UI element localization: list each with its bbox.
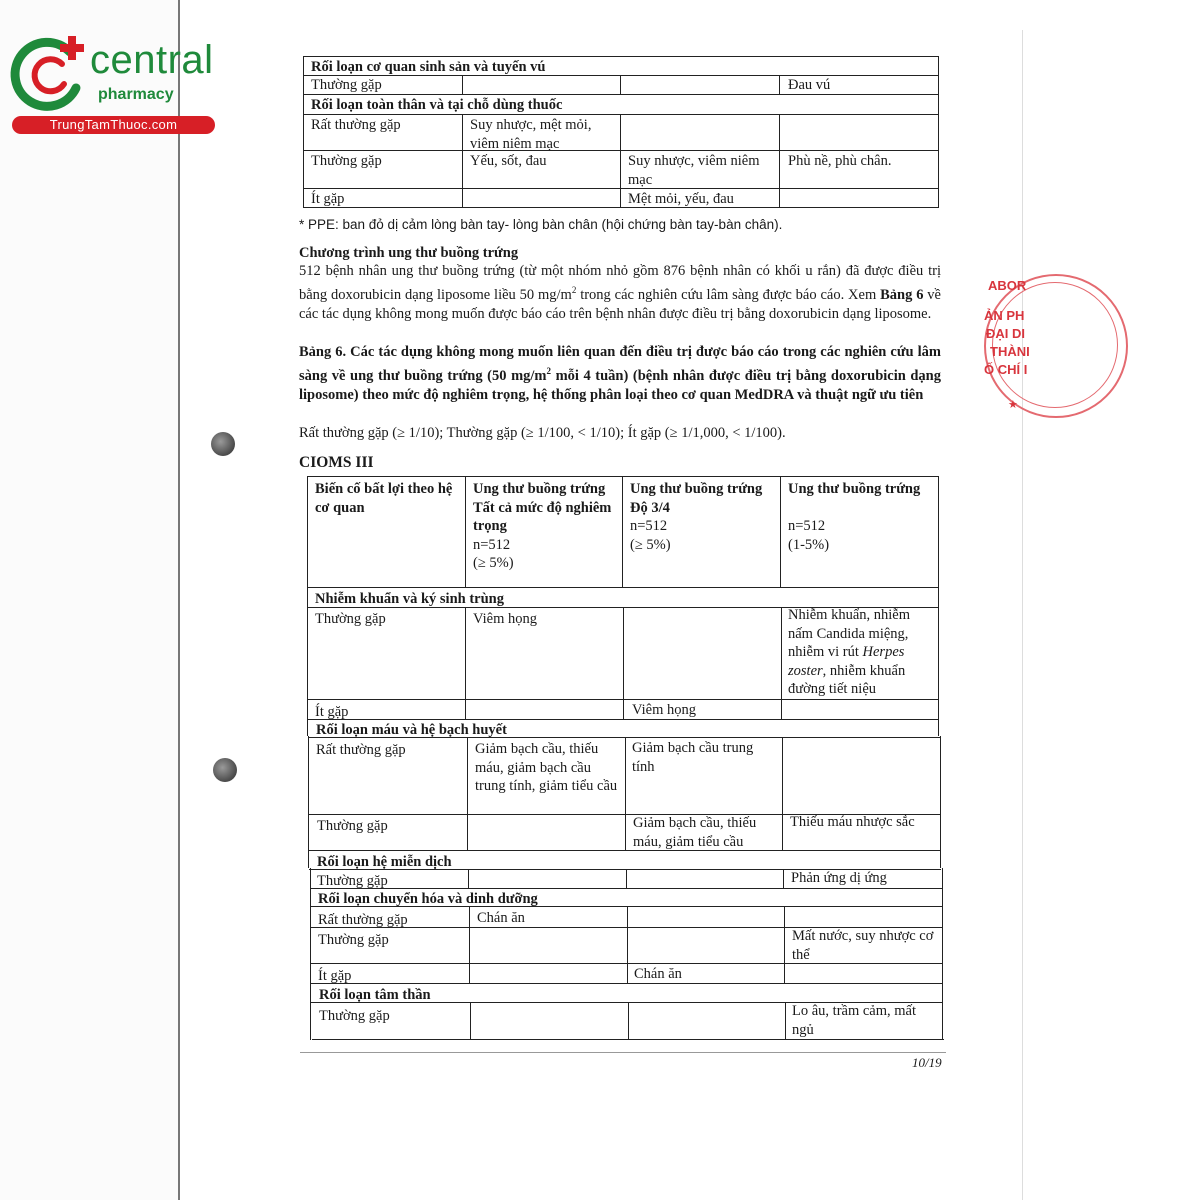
table-cell: Thường gặp: [311, 153, 382, 169]
logo-sub: pharmacy: [98, 86, 174, 103]
stamp-star: ★: [1008, 399, 1018, 411]
table-cell: Rất thường gặp: [311, 117, 401, 133]
table-cell: Thường gặp: [317, 873, 388, 889]
table-cell: Suy nhược, mệt mỏi, viêm niêm mạc: [470, 117, 592, 152]
stamp-line: ĐẠI DI: [986, 326, 1025, 341]
table-section-header: Rối loạn máu và hệ bạch huyết: [316, 722, 507, 738]
table-cell: Viêm họng: [473, 611, 537, 627]
cioms-heading: CIOMS III: [299, 454, 374, 471]
table-cell: Yếu, sốt, đau: [470, 153, 547, 169]
table-cell: Rất thường gặp: [316, 742, 406, 758]
table-cell: Viêm họng: [632, 702, 696, 718]
scan-left-strip: [0, 0, 180, 1200]
table-cell: Mất nước, suy nhược cơ thể: [792, 928, 934, 963]
table-cell: Nhiễm khuẩn, nhiễm nấm Candida miệng, nhiễm vi rút Herpes zoster, nhiễm khuẩn đường tiết niệu: [788, 607, 911, 697]
table-cell: Thường gặp: [311, 77, 382, 93]
table-header-1-5-percent: Ung thư buồng trứng n=512 (1-5%): [788, 481, 921, 553]
central-pharmacy-logo[interactable]: [10, 36, 215, 136]
table-section-header: Nhiễm khuẩn và ký sinh trùng: [315, 591, 504, 607]
table-cell: Đau vú: [788, 77, 831, 93]
table-section-header: Rối loạn cơ quan sinh sản và tuyến vú: [311, 59, 546, 75]
scan-right-edge: [1022, 30, 1023, 1200]
pharmacy-cross-icon: [10, 36, 90, 112]
table-6-caption: Bảng 6. Các tác dụng không mong muốn liên quan đến điều trị được báo cáo trong các nghiên cứu lâm sàng về ung thư buồng trứng (50 $mg/m^2$ mỗi 4 tuần) (bệnh nhân được điều trị bằng doxorubicin dạng liposome) theo mức độ nghiêm trọng, hệ thống phân loại theo cơ quan MedDRA và thuật ngữ ưu tiên: [299, 344, 941, 403]
table-section-header: Rối loạn toàn thân và tại chỗ dùng thuốc: [311, 97, 563, 113]
stamp-line: ẢN PH: [984, 308, 1025, 323]
punch-hole: [211, 432, 235, 456]
footer-rule: [300, 1052, 946, 1053]
table-cell: Giảm bạch cầu trung tính: [632, 740, 754, 775]
table-cell: Rất thường gặp: [318, 912, 408, 928]
table-section-header: Rối loạn hệ miễn dịch: [317, 854, 452, 870]
ovarian-body: 512 bệnh nhân ung thư buồng trứng (từ một nhóm nhỏ gồm 876 bệnh nhân có khối u rắn) đã được điều trị bằng doxorubicin dạng liposome liều 50 $mg/m^2$ trong các nghiên cứu lâm sàng được báo cáo. Xem Bảng 6 về các tác dụng không mong muốn được báo cáo trên bệnh nhân được điều trị bằng doxorubicin dạng liposome.: [299, 263, 941, 322]
table-header-all-grades: Ung thư buồng trứng Tất cả mức độ nghiêm trọng n=512 (≥ 5%): [473, 481, 612, 571]
logo-name: central: [90, 38, 214, 82]
red-seal-stamp: [978, 268, 1030, 423]
table-cell: Chán ăn: [477, 910, 525, 926]
table-cell: Suy nhược, viêm niêm mạc: [628, 153, 760, 188]
table-cell: Chán ăn: [634, 966, 682, 982]
table-cell: Ít gặp: [315, 704, 349, 720]
page-number: 10/19: [912, 1055, 942, 1070]
table-section-header: Rối loạn chuyển hóa và dinh dưỡng: [318, 891, 538, 907]
frequency-legend: Rất thường gặp (≥ 1/10); Thường gặp (≥ 1/100, < 1/10); Ít gặp (≥ 1/1,000, < 1/100).: [299, 425, 786, 441]
table-cell: Thường gặp: [319, 1008, 390, 1024]
logo-url[interactable]: TrungTamThuoc.com: [12, 116, 215, 134]
table-cell: Giảm bạch cầu, thiếu máu, giảm tiểu cầu: [633, 815, 757, 850]
stamp-line: Ố CHÍ I: [984, 362, 1028, 377]
stamp-line: ABOR: [988, 278, 1027, 293]
table-cell: Phù nề, phù chân.: [788, 153, 892, 169]
punch-hole: [213, 758, 237, 782]
table-cell: Ít gặp: [311, 191, 345, 207]
table-cell: Thường gặp: [315, 611, 386, 627]
table-cell: Mệt mỏi, yếu, đau: [628, 191, 734, 207]
table-cell: Thiếu máu nhược sắc: [790, 814, 915, 830]
stamp-line: THÀNI: [990, 344, 1030, 359]
table-header-organ-system: Biến cố bất lợi theo hệ cơ quan: [315, 481, 453, 516]
ppe-footnote: * PPE: ban đỏ dị cảm lòng bàn tay- lòng bàn chân (hội chứng bàn tay-bàn chân).: [299, 217, 783, 232]
table-cell: Lo âu, trầm cảm, mất ngủ: [792, 1003, 917, 1038]
table-cell: Thường gặp: [318, 932, 389, 948]
table-cell: Thường gặp: [317, 818, 388, 834]
table-header-grade-3-4: Ung thư buồng trứng Độ 3/4 n=512 (≥ 5%): [630, 481, 763, 553]
table-cell: Ít gặp: [318, 968, 352, 984]
table-cell: Giảm bạch cầu, thiếu máu, giảm bạch cầu trung tính, giảm tiểu cầu: [475, 741, 618, 794]
table-cell: Phản ứng dị ứng: [791, 870, 887, 886]
table-section-header: Rối loạn tâm thần: [319, 987, 431, 1003]
ovarian-heading: Chương trình ung thư buồng trứng: [299, 245, 519, 261]
